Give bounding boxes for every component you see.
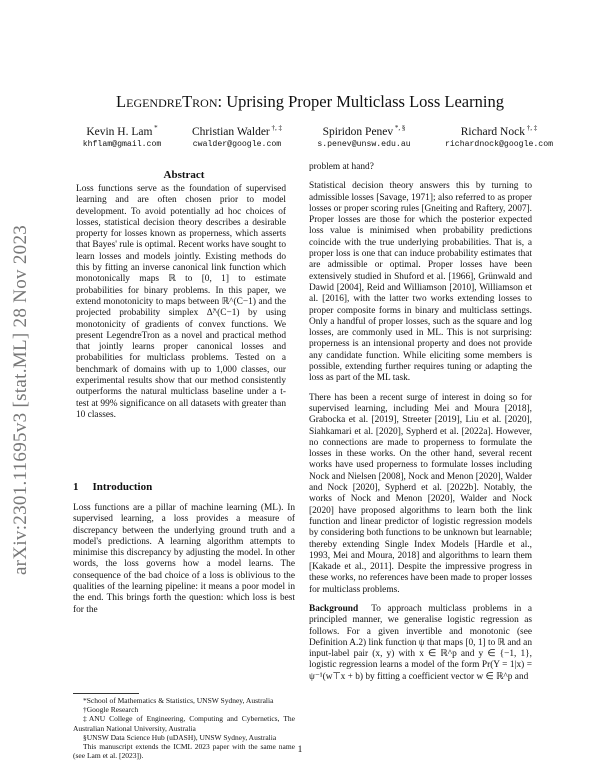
paragraph-continuation: problem at hand?	[309, 162, 374, 172]
right-column	[309, 162, 532, 691]
introduction-text: Loss functions are a pillar of machine learning (ML). In supervised learning, a loss provides a measure of discrepancy between the underlying ground truth and a model's predictions. A learning algorithm attempts to minimise this discrepancy by adjusting the model. In other words, the loss governs how a model learns. The consequence of the bad choice of a loss is oblivious to the qualities of the learning pipeline: it means a poor model in the end. This brings forth the question: which loss is best for the	[73, 503, 295, 615]
footnote: †Google Research	[83, 705, 139, 715]
section-heading-introduction: 1 Introduction	[73, 481, 153, 493]
arxiv-stamp-text: arXiv:2301.11695v3 [stat.ML] 28 Nov 2023	[10, 224, 31, 576]
author-block	[72, 124, 172, 149]
footnote: *School of Mathematics & Statistics, UNSW Sydney, Australia	[83, 696, 274, 705]
abstract-text: Loss functions serve as the foundation of supervised learning and are often chosen prior to model development. To avoid potentially ad hoc choices of losses, statistical decision theory describes a desirable property for losses known as properness, which asserts that Bayes' rule is optimal. Recent works have sought to learn losses and models jointly. Existing methods do this by fitting an inverse canonical link function which monotonically maps ℝ to [0, 1] to estimate probabilities for binary problems. In this paper, we extend monotonicity to maps between ℝ^(C−1) and the projected probability simplex Δ̃^(C−1) by using monotonicity of gradients of convex functions. We present LegendreTron as a novel and practical method that jointly learns proper canonical losses and probabilities for multiclass problems. Tested on a benchmark of domains with up to 1,000 classes, our experimental results show that our method consistently outperforms the natural multiclass baseline under a t-test at 99% significance on all datasets with greater than 10 classes.	[76, 184, 286, 420]
paragraph-related-work: There has been a recent surge of interest in doing so for supervised learning, including Mei and Moura [2018], Grabocka et al. [2019], Streeter [2019], Liu et al. [2020], Siahkamari et al. [2020], Sypherd et al. [2022a]. However, no connections are made to properness to formulate the losses in these works. On the other hand, several recent works have used properness to formulate losses including Nock and Nielsen [2008], Nock and Menon [2020], Walder and Nock [2020], Sypherd et al. [2022b]. Notably, the works of Nock and Menon [2020], Walder and Nock [2020] have proposed algorithms to learn both the link function and linear predictor of logistic regression models by considering both functions to be unknown but learnable; thereby extending Single Index Models [Hardle et al., 1993, Mei and Moura, 2018] and algorithms to learn them [Kakade et al., 2011]. Despite the impressive progress in these works, no references have been made to proper losses for multiclass problems.	[309, 392, 532, 595]
paper-title	[40, 92, 580, 112]
author-email[interactable]: cwalder@google.com	[192, 139, 282, 149]
author-name: Richard Nock †, ‡	[460, 124, 538, 138]
author-block	[304, 124, 424, 149]
page-number: 1	[297, 745, 303, 755]
footnote: §UNSW Data Science Hub (uDASH), UNSW Sydney, Australia	[83, 732, 277, 742]
abstract-heading: Abstract	[163, 169, 205, 181]
author-email[interactable]: richardnock@google.com	[444, 139, 554, 149]
author-name: Kevin H. Lam *	[86, 124, 158, 138]
paragraph-proper-losses: Statistical decision theory answers this by turning to admissible losses [Savage, 1971]; also referred to as proper losses or proper scoring rules [Gneiting and Raftery, 2007]. Proper losses are those for which the posterior expected loss value is minimised when probability predictions coincide with the true underlying probabilities. That is, a proper loss is one that can induce probability estimates that are admissible or optimal. Proper losses have been extensively studied in Shuford et al. [1966], Grünwald and Dawid [2004], Reid and Williamson [2010], Williamson et al. [2016], with the latter two works extending losses to proper composite forms in binary and multiclass settings. Only a handful of proper losses, such as the square and log losses, are commonly used in ML. This is not surprising: properness is an intensional property and does not provide any candidate function. While eliciting some members is possible, extending further requires tuning or adapting the loss as part of the ML task.	[309, 181, 532, 384]
author-list	[72, 124, 570, 154]
paragraph-background: Background To approach multiclass problems in a principled manner, we generalise logistic regression as follows. For a given invertible and monotonic (see Definition A.2) link function ψ that maps [0, 1] to ℝ and an input-label pair (x, y) with x ∈ ℝ^p and y ∈ {−1, 1}, logistic regression learns a model of the form Pr(Y = 1|x) = ψ⁻¹(w⊤x + b) by fitting a coefficient vector w ∈ ℝ^p and	[309, 603, 532, 682]
title-rest: : Uprising Proper Multiclass Loss Learning	[217, 92, 504, 111]
author-email[interactable]: khflam@gmail.com	[82, 139, 162, 149]
author-name: Spiridon Penev *, §	[322, 124, 406, 138]
footnote: This manuscript extends the ICML 2023 paper with the same name (see Lam et al. [2023]).	[73, 742, 295, 761]
title-method-name: LegendreTron	[116, 92, 218, 111]
author-name: Christian Walder †, ‡	[192, 124, 282, 138]
author-email[interactable]: s.penev@unsw.edu.au	[317, 139, 411, 149]
background-heading: Background	[309, 603, 359, 614]
arxiv-stamp	[6, 200, 36, 600]
footnote-rule	[73, 693, 139, 694]
author-block	[434, 124, 564, 149]
footnote: ‡ANU College of Engineering, Computing and Cybernetics, The Australian National University, Australia	[73, 714, 295, 733]
author-block	[177, 124, 297, 149]
